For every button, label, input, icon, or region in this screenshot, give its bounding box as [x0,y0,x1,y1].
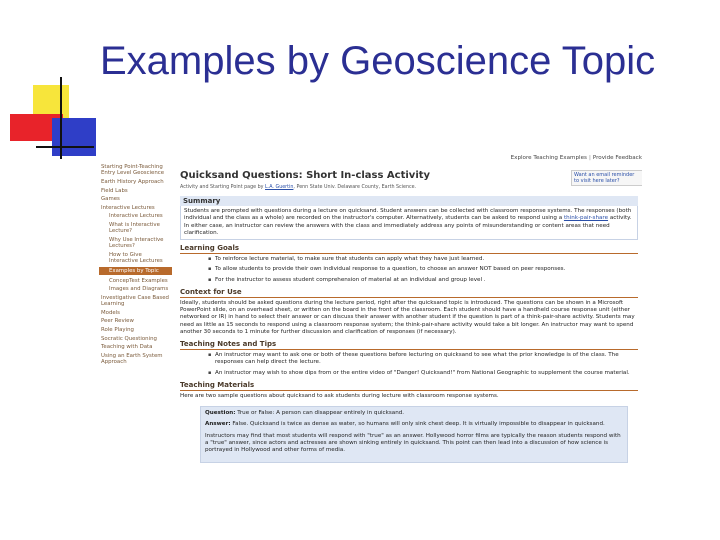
email-reminder-link[interactable]: Want an email reminder to visit here later? [571,170,642,186]
top-navigation [511,155,642,161]
sidebar-item-games[interactable]: Games [101,196,120,203]
list-item: ▪ To reinforce lecture material, to make sure that students can apply what they have just learned. [180,256,638,263]
sidebar-subitem-examples-by-topic[interactable]: Examples by Topic [99,267,172,275]
author-link[interactable]: L.A. Guertin [265,185,294,190]
question-text: True or False: A person can disappear entirely in quicksand. [235,410,405,417]
decor-horizontal-line [36,146,94,148]
main-content [180,170,638,463]
sidebar-item-investigative-case[interactable]: Investigative Case Based Learning [101,294,169,308]
instructor-note: Instructors may find that most students will respond with "true" as an answer. Hollywood horror films are typically the reason students respond with a "true" answer, since actors and actresses are shown sinking entirely in quicksand. This point can then lead into a discussion of how science is portrayed in Hollywood and other forms of media. [205,432,621,454]
sidebar-item-starting-point[interactable]: Starting Point-Teaching Entry Level Geoscience [101,164,165,177]
teaching-materials-heading: Teaching Materials [180,381,638,391]
explore-link[interactable]: Explore Teaching Examples [510,155,587,161]
list-item: ▪ An instructor may wish to show dips from or the entire video of "Danger! Quicksand!" from National Geographic to supplement the course material. [180,370,638,377]
sidebar-item-models[interactable]: Models [101,309,120,316]
decor-blue-square [52,118,96,156]
byline [180,185,638,191]
sidebar-item-interactive-lectures[interactable]: Interactive Lectures [101,204,155,211]
sidebar-subitem-interactive-lectures[interactable]: Interactive Lectures [109,213,163,220]
webpage-screenshot [99,152,642,532]
think-pair-share-link[interactable]: think-pair-share [563,215,609,222]
question [205,410,623,417]
sidebar-subitem-why-use[interactable]: Why Use Interactive Lectures? [109,236,164,250]
learning-goals-list [180,256,638,284]
learning-goals-heading: Learning Goals [180,244,638,254]
sidebar-nav [99,164,172,368]
teaching-materials-intro: Here are two sample questions about quicksand to ask students during lecture with classroom response systems. [180,392,499,399]
sidebar-item-earth-system[interactable]: Using an Earth System Approach [101,352,163,366]
byline-suffix: , Penn State Univ. Delaware County, Earth Science. [293,185,417,190]
nav-separator: | [588,155,591,161]
sidebar-item-field-labs[interactable]: Field Labs [101,187,128,194]
sidebar-item-earth-history[interactable]: Earth History Approach [101,179,164,185]
sidebar-item-teaching-data[interactable]: Teaching with Data [101,344,153,351]
page-title: Quicksand Questions: Short In-class Activity [180,170,431,181]
sidebar-subitem-what-is[interactable]: What is Interactive Lecture? [109,221,160,235]
context-heading: Context for Use [180,288,638,298]
sidebar-item-socratic[interactable]: Socratic Questioning [101,335,157,342]
summary-text-2: activity. In either case, an instructor can review the answers with the class and immediately address any points of misunderstanding or content areas that need clarification. [184,215,632,236]
summary-text-1: Students are prompted with questions during a lecture on quicksand. Student answers can be collected with classroom response systems. The responses (both individual and the class as a whole) are recorded on the instructor's computer. Alternatively, students can be asked to respond using a [184,208,632,222]
sidebar-subitem-images-diagrams[interactable]: Images and Diagrams [109,286,169,293]
sidebar-subitem-how-to-give[interactable]: How to Give Interactive Lectures [109,251,163,265]
byline-prefix: Activity and Starting Point page by [180,185,264,190]
answer-text: False. Quicksand is twice as dense as water, so humans will only sink chest deep. It is virtually impossible to disappear in quicksand. [230,421,605,428]
answer [205,421,623,428]
sidebar-item-role-playing[interactable]: Role Playing [101,326,134,333]
slide-title: Examples by Geoscience Topic [100,39,656,83]
answer-label: Answer: [205,421,231,428]
question-answer-box [200,406,628,462]
teaching-notes-heading: Teaching Notes and Tips [180,340,638,350]
sidebar-subitem-conceptest[interactable]: ConcepTest Examples [109,277,168,284]
summary-heading: Summary [180,196,638,206]
summary-box [180,206,638,240]
sidebar-item-peer-review[interactable]: Peer Review [101,318,134,325]
question-label: Question: [205,410,236,417]
list-item: ▪ For the instructor to assess student comprehension of material at an individual and group level . [180,277,638,284]
teaching-notes-list [180,352,638,377]
feedback-link[interactable]: Provide Feedback [592,155,642,161]
context-text: Ideally, students should be asked questions during the lecture period, right after the quicksand topic is introduced. The questions can be shown in a Microsoft PowerPoint slide, on an overhead sheet, or written on the board in the front of the classroom. Each student should have a handheld course response unit (either networked or IR) in hand to select their answer or can discuss their answer with another student if the question is part of a think-pair-share activity. Students may need as little as 15 seconds to respond using a classroom response system; the think-pair-share activity would take a bit longer. An instructor may want to spend another 30 seconds to 1 minute for further discussion and clarification of responses (if necessary). [180,299,635,335]
list-item: ▪ To allow students to provide their own individual response to a question, to choose an answer NOT based on peer responses. [180,266,638,273]
list-item: ▪ An instructor may want to ask one or both of these questions before lecturing on quicksand to see what the prior knowledge is of the class. The responses can help direct the lecture. [180,352,638,366]
